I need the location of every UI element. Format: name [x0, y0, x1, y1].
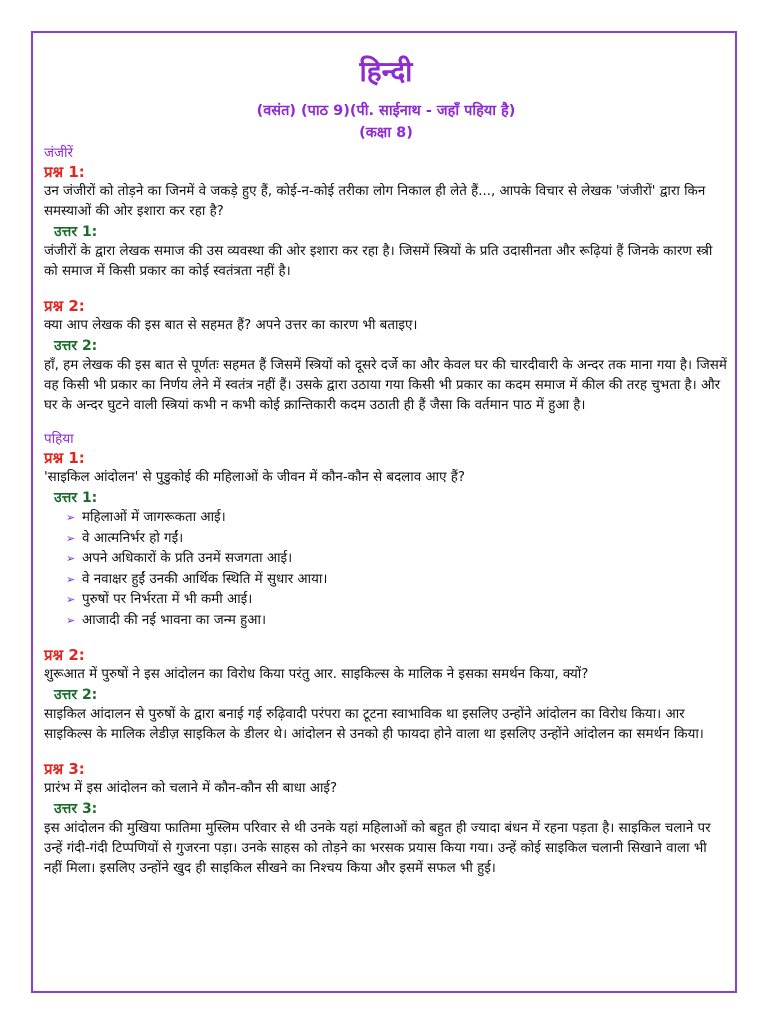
- answer-label: उत्तर 2:: [54, 687, 98, 703]
- question-text: उन जंजीरों को तोड़ने का जिनमें वे जकड़े हुए हैं, कोई-न-कोई तरीका लोग निकाल ही लेते हैं..., आपके विचार से लेखक 'जंजीरों' द्वारा किन समस्याओं की ओर इशारा कर रहा है?: [44, 184, 706, 219]
- section-heading-wheel: पहिया: [44, 431, 74, 447]
- answer-text: इस आंदोलन की मुखिया फातिमा मुस्लिम परिवार से थी उनके यहां महिलाओं को बहुत ही ज्यादा बंधन में रहना पड़ता है। साइकिल चलाने पर उन्हें गंदी-गंदी टिप्पणियों से गुजरना पड़ा। उनके साहस को तोड़ने का भरसक प्रयास किया गया। उन्हें कोई साइकिल चलानी सिखाने वाला भी नहीं मिला। इसलिए उन्होंने खुद ही साइकिल सीखने का निश्चय किया और इसमें सफल भी हुई।: [44, 821, 711, 876]
- arrow-bullet-icon: ➢: [66, 613, 76, 627]
- list-item: [66, 611, 728, 632]
- spacer: [44, 416, 728, 430]
- list-item-text: अपने अधिकारों के प्रति उनमें सजगता आई।: [82, 551, 293, 566]
- question-label: प्रश्न 3:: [44, 760, 85, 778]
- question-label: प्रश्न 2:: [44, 646, 85, 664]
- answer-bullet-list: [44, 508, 728, 631]
- arrow-bullet-icon: ➢: [66, 593, 76, 606]
- answer-label: उत्तर 1:: [54, 224, 98, 240]
- question-label: प्रश्न 2:: [44, 297, 85, 315]
- list-item: [66, 549, 728, 570]
- question-text: प्रारंभ में इस आंदोलन को चलाने में कौन-कौन सी बाधा आई?: [44, 781, 338, 796]
- arrow-bullet-icon: ➢: [66, 531, 76, 545]
- answer-text: जंजीरों के द्वारा लेखक समाज की उस व्यवस्था की ओर इशारा कर रहा है। जिसमें स्त्रियों के प्रति उदासीनता और रूढ़ियां हैं जिनके कारण स्त्री को समाज में किसी प्रकार का कोई स्वतंत्रता नहीं है।: [44, 244, 713, 279]
- answer-label: उत्तर 3:: [54, 801, 98, 817]
- list-item: [66, 529, 728, 550]
- list-item-text: महिलाओं में जागरूकता आई।: [82, 510, 226, 525]
- answer-text: हाँ, हम लेखक की इस बात से पूर्णतः सहमत हैं जिसमें स्त्रियों को दूसरे दर्जे का और केवल घर की चारदीवारी के अन्दर तक माना गया है। जिसमें वह किसी भी प्रकार का निर्णय लेने में स्वतंत्र नहीं हैं। उसके द्वारा उठाया गया किसी भी प्रकार का कदम समाज में कील की तरह चुभता है। और घर के अन्दर घुटने वाली स्त्रियां कभी न कभी कोई क्रान्तिकारी कदम उठाती ही हैं जैसा कि वर्तमान पाठ में हुआ है।: [44, 358, 727, 413]
- list-item: [66, 570, 728, 591]
- question-text: शुरूआत में पुरुषों ने इस आंदोलन का विरोध किया परंतु आर. साइकिल्स के मालिक ने इसका समर्थन किया, क्यों?: [44, 667, 589, 682]
- arrow-bullet-icon: ➢: [66, 511, 76, 524]
- spacer: [44, 631, 728, 645]
- list-item: [66, 508, 728, 529]
- answer-text: साइकिल आंदालन से पुरुषों के द्वारा बनाई गई रुढ़िवादी परंपरा का टूटना स्वाभाविक था इसलिए उन्होंने आंदोलन का विरोध किया। आर साइकिल्स के मालिक लेडीज़ साइकिल के डीलर थे। आंदोलन से उनको ही फायदा होने वाला था इसलिए उन्होंने आंदोलन का समर्थन किया।: [44, 707, 704, 742]
- page-content: [44, 44, 728, 879]
- question-text: क्या आप लेखक की इस बात से सहमत हैं? अपने उत्तर का कारण भी बताइए।: [44, 318, 418, 333]
- class-label: (कक्षा 8): [359, 125, 413, 141]
- answer-label: उत्तर 1:: [54, 490, 98, 506]
- answer-label: उत्तर 2:: [54, 338, 98, 354]
- question-text: 'साइकिल आंदोलन' से पुडुकोई की महिलाओं के जीवन में कौन-कौन से बदलाव आए हैं?: [44, 470, 465, 485]
- list-item-text: वे आत्मनिर्भर हो गईं।: [82, 530, 184, 546]
- list-item-text: पुरुषों पर निर्भरता में भी कमी आई।: [82, 592, 253, 607]
- arrow-bullet-icon: ➢: [66, 552, 76, 565]
- page-title: हिन्दी: [359, 55, 413, 88]
- spacer: [44, 282, 728, 296]
- list-item-text: वे नवाक्षर हुईं उनकी आर्थिक स्थिति में सुधार आया।: [82, 571, 328, 587]
- lesson-subtitle: (वसंत) (पाठ 9)(पी. साईनाथ - जहाँ पहिया है): [256, 103, 516, 119]
- spacer: [44, 745, 728, 759]
- arrow-bullet-icon: ➢: [66, 572, 76, 586]
- list-item: [66, 590, 728, 611]
- section-heading-chains: जंजीरें: [44, 145, 74, 161]
- list-item-text: आजादी की नई भावना का जन्म हुआ।: [82, 612, 267, 628]
- question-label: प्रश्न 1:: [44, 163, 85, 181]
- question-label: प्रश्न 1:: [44, 449, 85, 467]
